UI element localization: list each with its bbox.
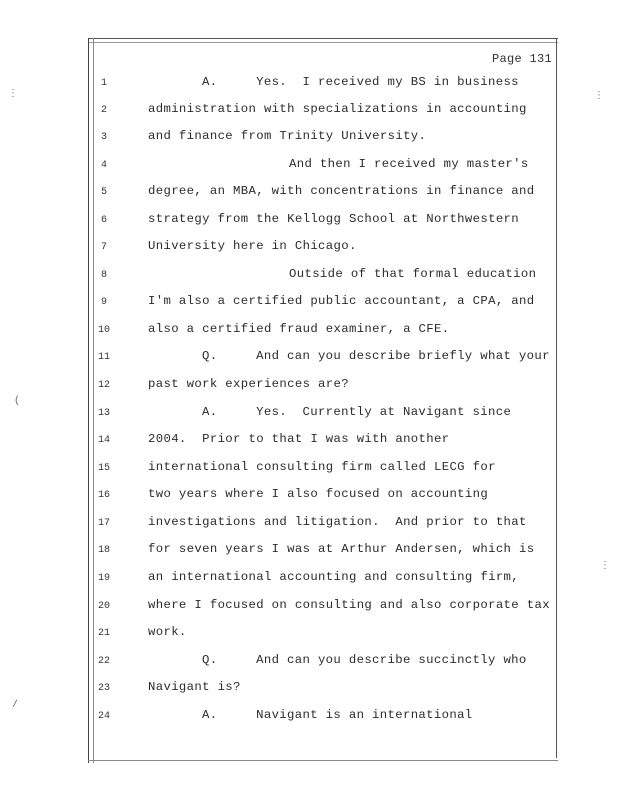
line-text: past work experiences are? [148,377,349,391]
transcript-line [0,570,618,590]
line-number: 23 [97,683,110,694]
transcript-line [0,239,618,259]
transcript-line [0,487,618,507]
transcript-line [0,322,618,342]
line-number: 5 [100,187,107,198]
transcript-line [0,680,618,700]
transcript-line [0,542,618,562]
line-text: 2004. Prior to that I was with another [148,432,450,446]
line-text: Q. And can you describe briefly what your [202,349,550,363]
transcript-line [0,157,618,177]
line-text: Q. And can you describe succinctly who [202,653,527,667]
line-text: where I focused on consulting and also corporate tax [148,598,550,612]
line-number: 22 [97,656,110,667]
line-number: 12 [97,380,110,391]
line-number: 24 [97,711,110,722]
transcript-line [0,515,618,535]
line-number: 2 [100,105,107,116]
transcript-line [0,405,618,425]
line-number: 17 [97,518,110,529]
transcript-line [0,184,618,204]
line-number: 14 [97,435,110,446]
line-number: 3 [100,132,107,143]
page-border-bottom [88,760,558,761]
line-number: 6 [100,215,107,226]
transcript-line [0,460,618,480]
line-number: 4 [100,160,107,171]
line-text: investigations and litigation. And prior to that [148,515,527,529]
line-text: A. Yes. Currently at Navigant since [202,405,512,419]
line-text: work. [148,625,187,639]
line-text: Navigant is? [148,680,241,694]
line-number: 8 [100,270,107,281]
line-number: 20 [97,601,110,612]
line-number: 18 [97,545,110,556]
transcript-line [0,212,618,232]
line-text: international consulting firm called LECG for [148,460,496,474]
line-text: A. Navigant is an international [202,708,473,722]
line-text: two years where I also focused on accounting [148,487,489,501]
line-text: A. Yes. I received my BS in business [202,75,519,89]
line-text: degree, an MBA, with concentrations in finance and [148,184,535,198]
scan-artifact: ( [14,396,21,407]
transcript-line [0,598,618,618]
line-text: also a certified fraud examiner, a CFE. [148,322,450,336]
line-text: strategy from the Kellogg School at Northwestern [148,212,520,226]
line-number: 19 [97,573,110,584]
scan-artifact: ⋮ [594,91,604,102]
line-text: administration with specializations in accounting [148,102,527,116]
scan-artifact: / [12,700,19,711]
transcript-line [0,625,618,645]
transcript-line [0,75,618,95]
line-number: 1 [100,78,107,89]
transcript-line [0,432,618,452]
line-text: I'm also a certified public accountant, a CPA, and [148,294,535,308]
scan-artifact: ⋮ [600,561,610,572]
page-number: Page 131 [491,52,552,66]
transcript-line [0,349,618,369]
line-number: 15 [97,463,110,474]
line-text: Outside of that formal education [289,267,537,281]
transcript-line [0,129,618,149]
transcript-line [0,653,618,673]
scan-artifact: ⋮ [8,89,18,100]
line-text: and finance from Trinity University. [148,129,427,143]
transcript-line [0,267,618,287]
line-text: And then I received my master's [289,157,529,171]
page-border-top-inner [88,42,558,43]
line-text: University here in Chicago. [148,239,357,253]
transcript-line [0,377,618,397]
transcript-line [0,708,618,728]
page-border-top [88,38,558,39]
line-number: 16 [97,490,110,501]
line-number: 21 [97,628,110,639]
transcript-line [0,294,618,314]
line-text: an international accounting and consulting firm, [148,570,520,584]
line-number: 9 [100,297,107,308]
line-number: 13 [97,408,110,419]
transcript-line [0,102,618,122]
line-text: for seven years I was at Arthur Andersen, which is [148,542,535,556]
line-number: 7 [100,242,107,253]
line-number: 11 [97,352,110,363]
line-number: 10 [97,325,110,336]
